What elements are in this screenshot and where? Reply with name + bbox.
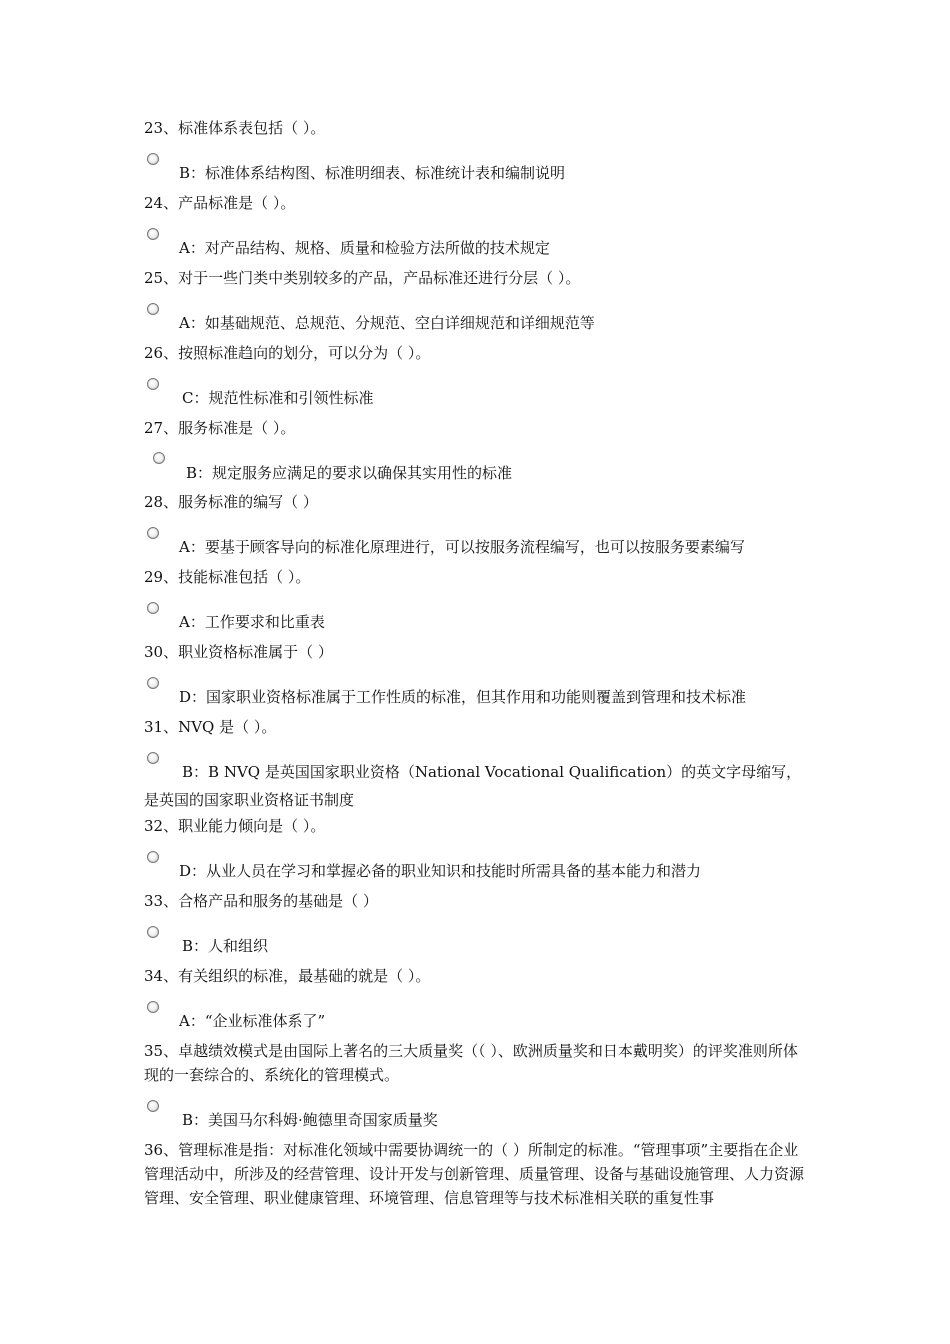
radio-button-icon[interactable] — [147, 378, 159, 390]
question-33: 33、合格产品和服务的基础是（ ） — [144, 892, 378, 910]
question-36: 36、管理标准是指：对标准化领域中需要协调统一的（ ）所制定的标准。“管理事项”主要指在企业管理活动中，所涉及的经营管理、设计开发与创新管理、质量管理、设备与基础设施管理、人力资源管理、安全管理、职业健康管理、环境管理、信息管理等与技术标准相关联的重复性事 — [144, 1141, 805, 1207]
answer-option-31[interactable] — [147, 752, 827, 782]
question-34: 34、有关组织的标准，最基础的就是（ ）。 — [144, 967, 431, 985]
question-31: 31、NVQ 是（ ）。 — [144, 718, 277, 736]
answer-text: C：规范性标准和引领性标准 — [182, 389, 374, 407]
answer-text: B：B NVQ 是英国国家职业资格（National Vocational Qualification）的英文字母缩写， — [182, 763, 802, 781]
question-27: 27、服务标准是（ ）。 — [144, 419, 296, 437]
answer-option-26[interactable] — [147, 378, 827, 408]
answer-text: B：美国马尔科姆·鲍德里奇国家质量奖 — [182, 1111, 438, 1129]
answer-option-30[interactable] — [147, 677, 827, 707]
answer-text: B：人和组织 — [182, 937, 269, 955]
answer-option-29[interactable] — [147, 602, 827, 632]
answer-text: A：工作要求和比重表 — [179, 613, 325, 631]
question-25: 25、对于一些门类中类别较多的产品，产品标准还进行分层（ ）。 — [144, 269, 581, 287]
answer-text: A：如基础规范、总规范、分规范、空白详细规范和详细规范等 — [179, 314, 595, 332]
question-35: 35、卓越绩效模式是由国际上著名的三大质量奖（（ ）、欧洲质量奖和日本戴明奖）的评奖准则所体现的一套综合的、系统化的管理模式。 — [144, 1042, 798, 1084]
answer-option-25[interactable] — [147, 303, 827, 333]
answer-text: A：对产品结构、规格、质量和检验方法所做的技术规定 — [179, 239, 550, 257]
answer-option-34[interactable] — [147, 1001, 827, 1031]
answer-option-27[interactable] — [153, 452, 833, 482]
answer-option-23[interactable] — [147, 153, 827, 183]
radio-button-icon[interactable] — [147, 752, 159, 764]
answer-option-35[interactable] — [147, 1100, 827, 1130]
radio-button-icon[interactable] — [147, 926, 159, 938]
answer-text: B：标准体系结构图、标准明细表、标准统计表和编制说明 — [179, 164, 566, 182]
question-30: 30、职业资格标准属于（ ） — [144, 643, 333, 661]
answer-text: B：规定服务应满足的要求以确保其实用性的标准 — [186, 464, 513, 482]
radio-button-icon[interactable] — [147, 602, 159, 614]
radio-button-icon[interactable] — [147, 677, 159, 689]
radio-button-icon[interactable] — [153, 452, 165, 464]
radio-button-icon[interactable] — [147, 1001, 159, 1013]
radio-button-icon[interactable] — [147, 228, 159, 240]
radio-button-icon[interactable] — [147, 1100, 159, 1112]
answer-text: A：“企业标准体系了” — [179, 1012, 326, 1030]
answer-option-33[interactable] — [147, 926, 827, 956]
answer-option-24[interactable] — [147, 228, 827, 258]
radio-button-icon[interactable] — [147, 153, 159, 165]
radio-button-icon[interactable] — [147, 527, 159, 539]
question-29: 29、技能标准包括（ ）。 — [144, 568, 311, 586]
answer-text: D：从业人员在学习和掌握必备的职业知识和技能时所需具备的基本能力和潜力 — [179, 862, 702, 880]
question-28: 28、服务标准的编写（ ） — [144, 493, 318, 511]
question-32: 32、职业能力倾向是（ ）。 — [144, 817, 326, 835]
question-23: 23、标准体系表包括（ ）。 — [144, 119, 326, 137]
answer-text: A：要基于顾客导向的标准化原理进行，可以按服务流程编写，也可以按服务要素编写 — [179, 538, 745, 556]
answer-continuation-31: 是英国的国家职业资格证书制度 — [144, 791, 355, 809]
answer-text: D：国家职业资格标准属于工作性质的标准，但其作用和功能则覆盖到管理和技术标准 — [179, 688, 747, 706]
answer-option-32[interactable] — [147, 851, 827, 881]
radio-button-icon[interactable] — [147, 851, 159, 863]
question-26: 26、按照标准趋向的划分，可以分为（ ）。 — [144, 344, 431, 362]
radio-button-icon[interactable] — [147, 303, 159, 315]
question-24: 24、产品标准是（ ）。 — [144, 194, 296, 212]
answer-option-28[interactable] — [147, 527, 827, 557]
